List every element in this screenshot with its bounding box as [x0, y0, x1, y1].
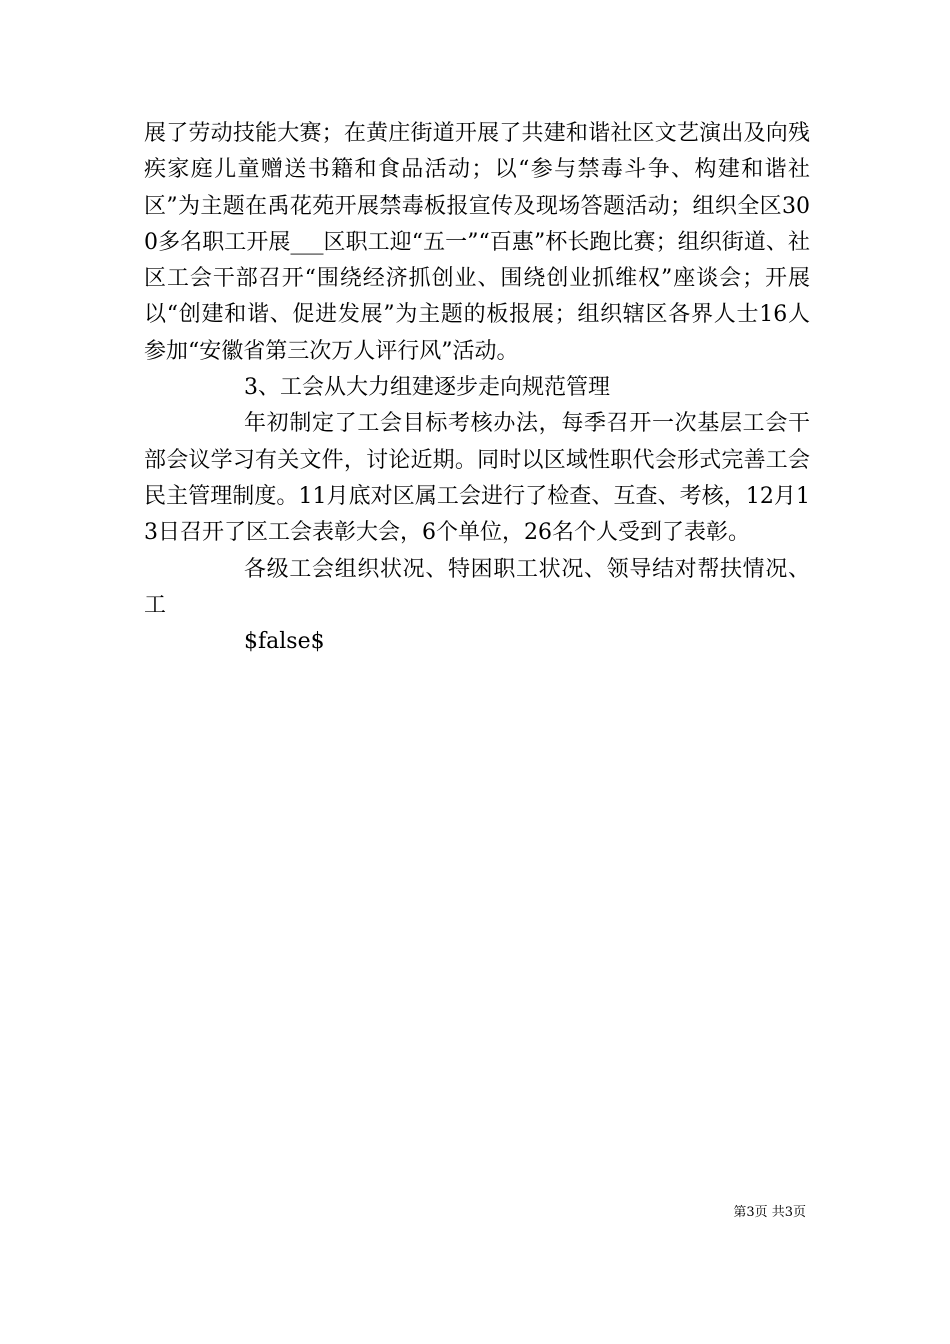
paragraph-activities: 展了劳动技能大赛；在黄庄街道开展了共建和谐社区文艺演出及向残疾家庭儿童赠送书籍和食品活动；以“参与禁毒斗争、构建和谐社区”为主题在禹花苑开展禁毒板报宣传及现场答题活动；组织全区300多名职工开展___区职工迎“五一”“百惠”杯长跑比赛；组织街道、社区工会干部召开“围绕经济抓创业、围绕创业抓维权”座谈会；开展以“创建和谐、促进发展”为主题的板报展；组织辖区各界人士16人参加“安徽省第三次万人评行风”活动。 [144, 121, 810, 364]
page-footer: 第3页 共3页 [733, 1205, 806, 1220]
paragraph-assessment: 年初制定了工会目标考核办法，每季召开一次基层工会干部会议学习有关文件，讨论近期。同时以区域性职代会形式完善工会民主管理制度。11月底对区属工会进行了检查、互查、考核，12月13日召开了区工会表彰大会，6个单位，26名个人受到了表彰。 [144, 411, 810, 546]
placeholder-text: $false$ [244, 629, 325, 655]
paragraph-union-status: 各级工会组织状况、特困职工状况、领导结对帮扶情况、工 [144, 556, 810, 618]
section-heading-union-management: 3、工会从大力组建逐步走向规范管理 [244, 375, 610, 401]
document-body [144, 116, 810, 660]
